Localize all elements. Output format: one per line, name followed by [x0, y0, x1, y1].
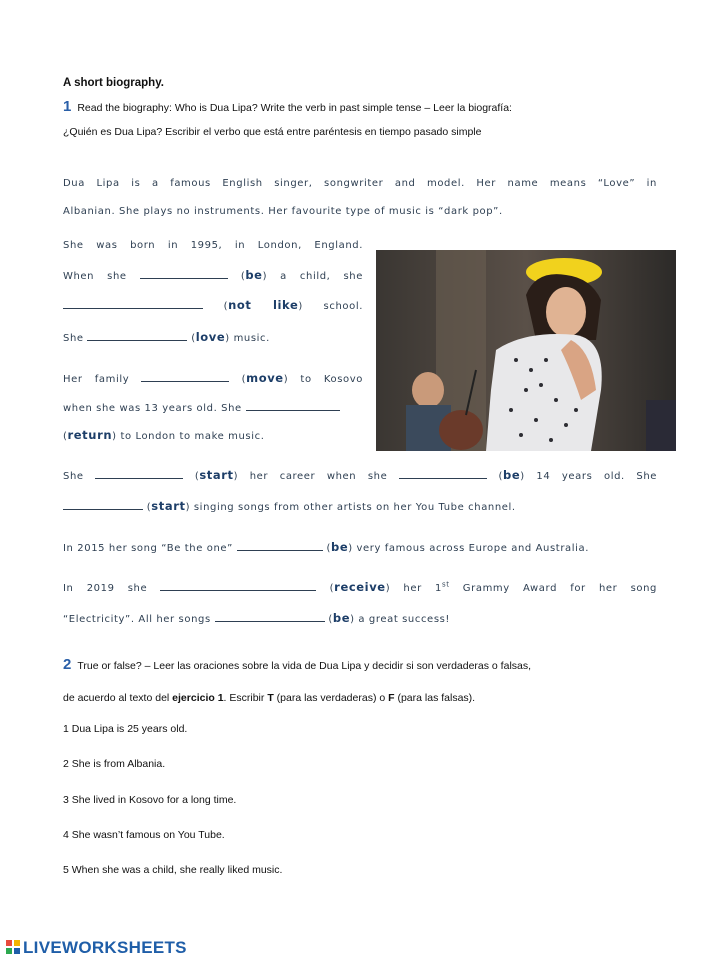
bio-intro-line1: Dua Lipa is a famous English singer, songwriter and model. Her name means “Love” in — [63, 178, 657, 189]
bio-line-electricity: “Electricity”. All her songs (be) a great success! — [63, 611, 451, 625]
blank-love[interactable] — [87, 330, 187, 341]
blank-be-1[interactable] — [140, 268, 228, 279]
exercise-1-number: 1 — [63, 98, 72, 115]
statement-2: 2 She is from Albania. — [63, 758, 166, 770]
blank-be-3[interactable] — [237, 540, 323, 551]
dua-lipa-photo — [376, 250, 676, 451]
blank-be-4[interactable] — [215, 611, 325, 622]
bio-line-school: (not like) school. — [63, 298, 363, 312]
blank-receive[interactable] — [160, 580, 316, 591]
bio-line-return: (return) to London to make music. — [63, 428, 265, 442]
liveworksheets-logo[interactable] — [6, 938, 187, 958]
statement-5: 5 When she was a child, she really liked music. — [63, 864, 283, 876]
exercise-2-number: 2 — [63, 656, 72, 673]
bio-intro-line2: Albanian. She plays no instruments. Her favourite type of music is “dark pop”. — [63, 206, 503, 217]
bio-line-career: She (start) her career when she (be) 14 years old. She — [63, 468, 658, 482]
statement-1: 1 Dua Lipa is 25 years old. — [63, 723, 188, 735]
statement-4: 4 She wasn’t famous on You Tube. — [63, 829, 225, 841]
exercise-1-instructions — [63, 95, 658, 144]
ex1-line1: Read the biography: Who is Dua Lipa? Write the verb in past simple tense – Leer la biografía: — [77, 102, 512, 114]
blank-start-1[interactable] — [95, 468, 183, 479]
bio-line-13: when she was 13 years old. She — [63, 400, 340, 414]
bio-line-youtube: (start) singing songs from other artists on her You Tube channel. — [63, 499, 516, 513]
bio-line-love: She (love) music. — [63, 330, 270, 344]
blank-not-like[interactable] — [63, 298, 203, 309]
liveworksheets-text: LIVEWORKSHEETS — [23, 938, 187, 957]
bio-line-2015: In 2015 her song “Be the one” (be) very famous across Europe and Australia. — [63, 540, 590, 554]
bio-line-2019: In 2019 she (receive) her 1st Grammy Award for her song — [63, 580, 657, 594]
blank-start-2[interactable] — [63, 499, 143, 510]
statement-3: 3 She lived in Kosovo for a long time. — [63, 794, 237, 806]
blank-return[interactable] — [246, 400, 340, 411]
bio-line-born: She was born in 1995, in London, England. — [63, 240, 363, 251]
liveworksheets-icon — [6, 939, 20, 953]
blank-be-2[interactable] — [399, 468, 487, 479]
ex1-line2: ¿Quién es Dua Lipa? Escribir el verbo que está entre paréntesis en tiempo pasado simple — [63, 126, 482, 138]
blank-move[interactable] — [141, 371, 229, 382]
worksheet-title: A short biography. — [63, 77, 164, 89]
exercise-2-instructions: 2 True or false? – Leer las oraciones sobre la vida de Dua Lipa y decidir si son verdaderas o falsas, de acuerdo al texto del ejercicio 1. Escribir T (para las verdaderas) o F (para las falsas). — [63, 656, 532, 704]
bio-line-child: When she (be) a child, she — [63, 268, 364, 282]
bio-line-family: Her family (move) to Kosovo — [63, 371, 363, 385]
